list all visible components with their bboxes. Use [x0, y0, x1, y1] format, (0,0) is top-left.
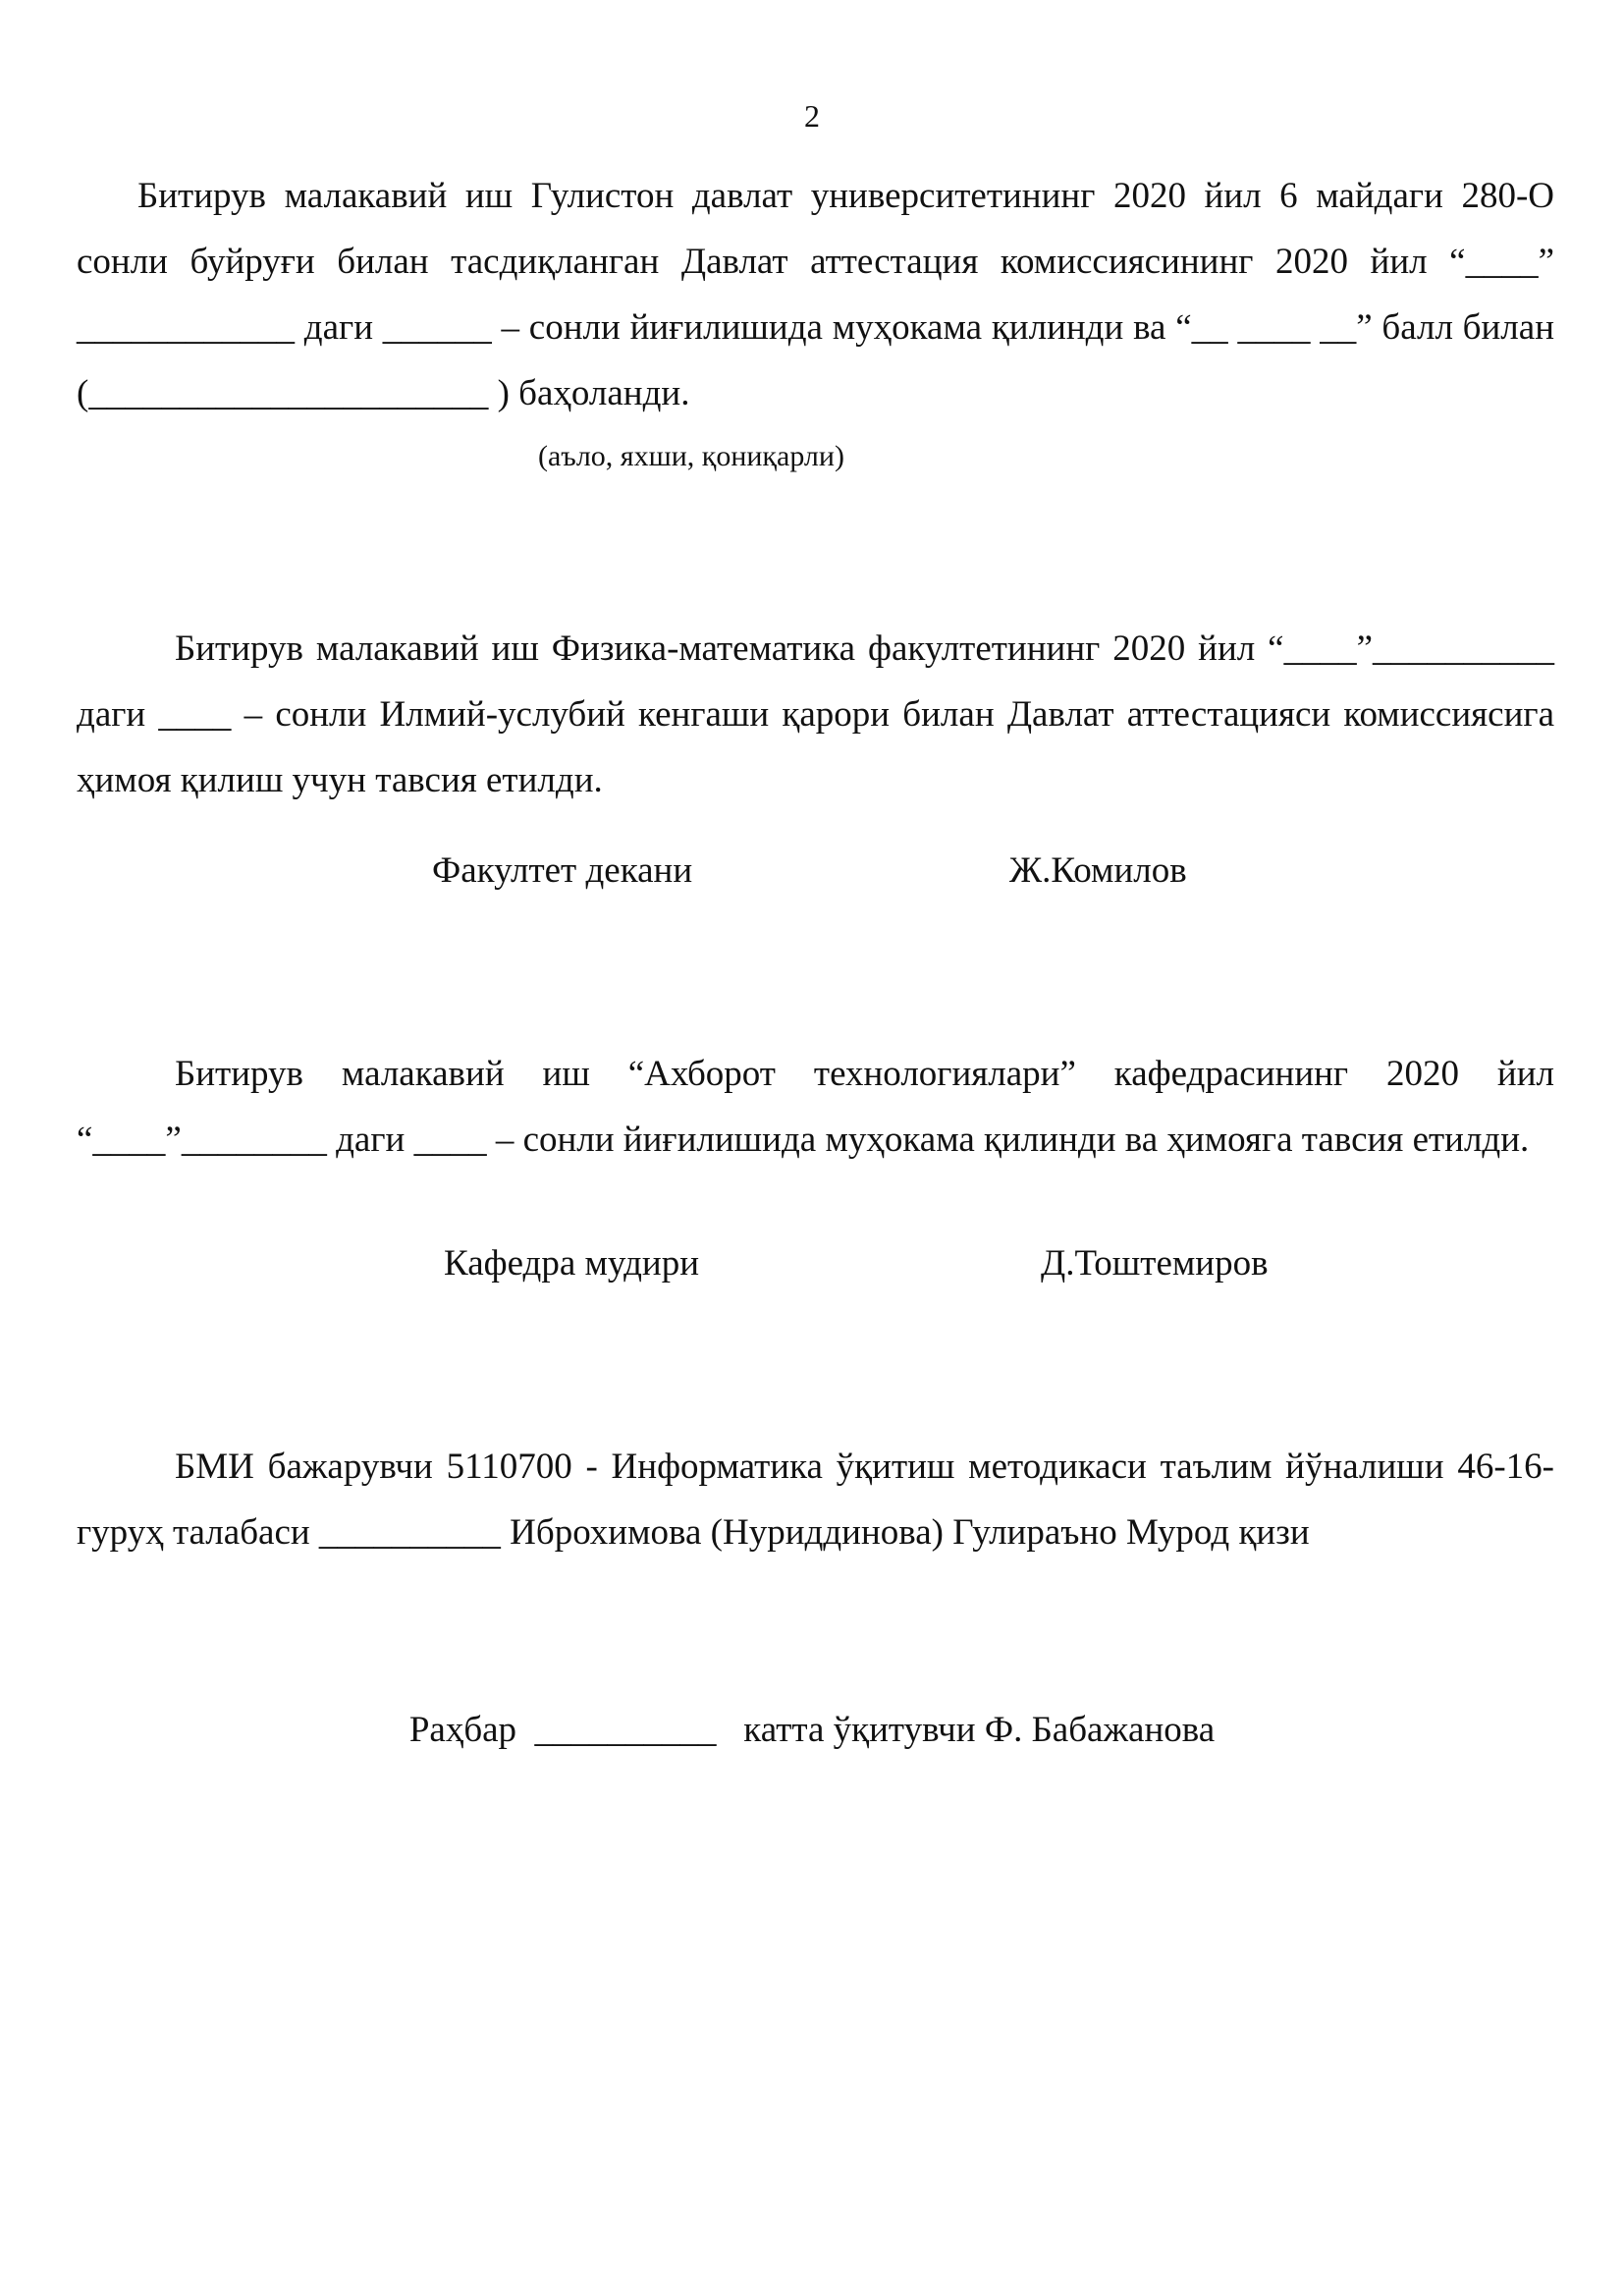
commission-assessment-paragraph: Битирув малакавий иш Гулистон давлат университетининг 2020 йил 6 майдаги 280-О сонли буйруғи билан тасдиқланган Давлат аттестация комиссиясининг 2020 йил “____” ____________ даги ______ – сонли йиғилишида муҳокама қилинди ва “__ ____ __” балл билан (______________________ ) баҳоланди.: [77, 176, 1554, 413]
supervisor-line: Раҳбар __________ катта ўқитувчи Ф. Бабажанова: [408, 1710, 1216, 1750]
faculty-recommendation-paragraph: Битирув малакавий иш Физика-математика факултетининг 2020 йил “____”__________ даги ____ – сонли Илмий-услубий кенгаши қарори билан Давлат аттестацияси комиссиясига ҳимоя қилиш учун тавсия етилди.: [77, 629, 1554, 800]
department-head-name: Д.Тоштемиров: [1041, 1243, 1269, 1284]
department-head-title: Кафедра мудири: [444, 1243, 700, 1284]
grade-options-note: (аъло, яхши, қониқарли): [538, 440, 844, 472]
dean-name: Ж.Комилов: [1009, 850, 1187, 891]
page-number: 2: [804, 98, 820, 134]
department-recommendation-paragraph: Битирув малакавий иш “Ахборот технологиялари” кафедрасининг 2020 йил “____”________ даги ____ – сонли йиғилишида муҳокама қилинди ва ҳимояга тавсия етилди.: [77, 1054, 1554, 1160]
student-paragraph: БМИ бажарувчи 5110700 - Информатика ўқитиш методикаси таълим йўналиши 46-16-гуруҳ талабаси __________ Иброхимова (Нуриддинова) Гулираъно Мурод қизи: [77, 1447, 1554, 1553]
dean-title: Факултет декани: [432, 850, 693, 891]
